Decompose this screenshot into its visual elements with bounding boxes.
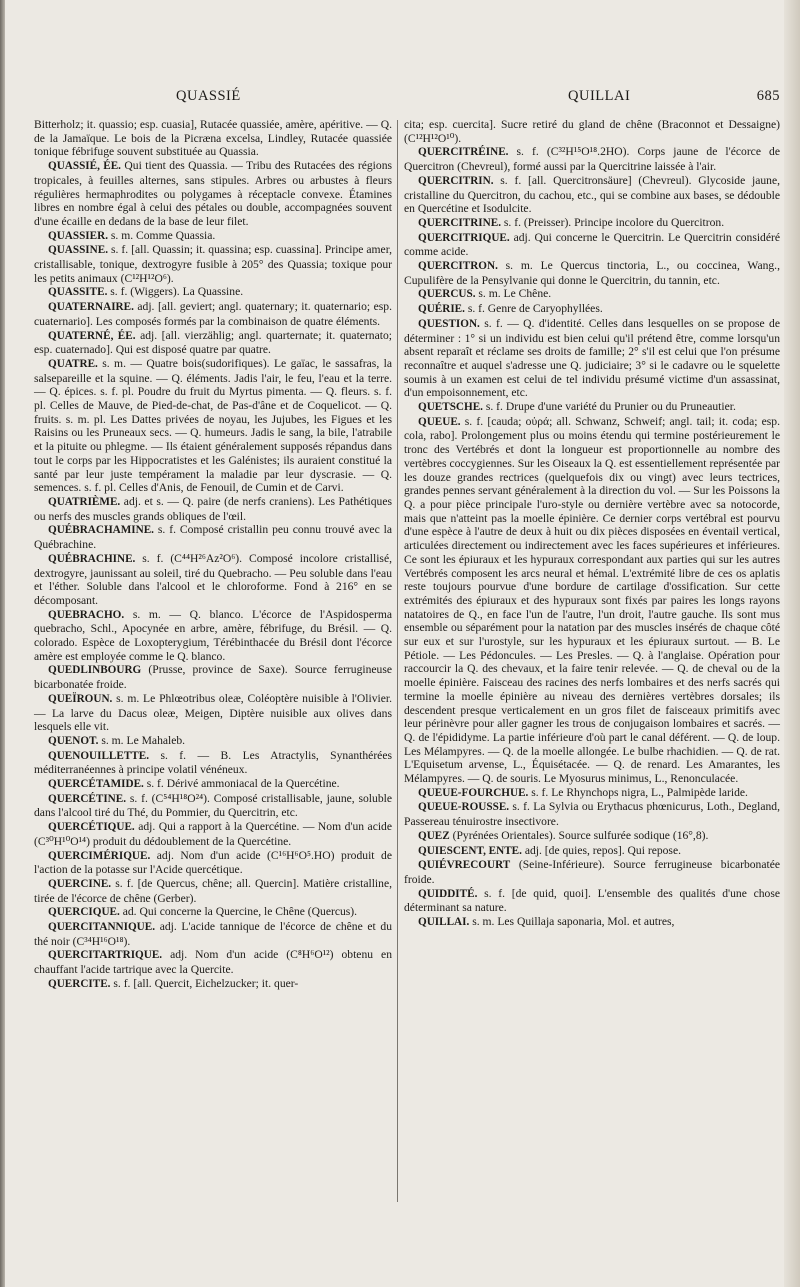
entry-headword: QUASSIER.	[48, 229, 108, 242]
entry-text: (Pyrénées Orientales). Source sulfurée sodique (16°,8).	[452, 828, 709, 842]
page-binding-edge	[0, 0, 5, 1287]
dictionary-entry	[404, 829, 780, 844]
entry-headword: QUERCÉTIQUE.	[48, 821, 135, 834]
dictionary-entry	[404, 887, 780, 915]
dictionary-entry	[34, 977, 392, 992]
header-right-word: QUILLAI	[568, 88, 631, 104]
header-left-word: QUASSIÉ	[176, 88, 241, 104]
left-column	[34, 118, 392, 992]
entry-text: s. m. — Quatre bois(sudorifiques). Le gaïac, le sassafras, la salsepareille et la squine. — Q. éléments. Jadis l'air, le feu, l'eau et la terre. — Q. épices. s. f. pl. Poudre du fruit du Myrtus pimenta. — Q. fleurs. s. f. pl. Celles de Mauve, de Pied-de-chat, de Pas-d'âne et de Coquelicot. — Q. fruits. s. m. pl. Les Dattes privées de noyau, les Jujubes, les Figues et les Raisins ou les Pruneaux secs. — Q. humeurs. Jadis le sang, la bile, l'atrabile et la pituite ou phlegme. — Ils étaient généralement supposés répandus dans tout le corps par les Hippocratistes et les Galénistes; ils auraient constitué la santé par leur juste tempérament la maladie par leur dyscrasie. — Q. semences. s. f. pl. Celles d'Anis, de Fenouil, de Cumin et de Carvi.	[34, 356, 392, 495]
dictionary-entry	[34, 300, 392, 328]
entry-text: Bitterholz; it. quassio; esp. cuasia], Rutacée quassiée, amère, apéritive. — Q. de la Jamaïque. Le bois de la Picræna excelsa, Lindley, Rutacée quassiée tonique fébrifuge souvent substituée au Quassia.	[34, 118, 392, 159]
entry-text: s. f. Genre de Caryophyllées.	[467, 302, 603, 316]
dictionary-entry	[404, 231, 780, 259]
entry-headword: QUENOUILLETTE.	[48, 749, 150, 762]
column-divider	[397, 120, 398, 1202]
entry-text: adj. L'acide tannique de l'écorce de chêne et du thé noir (C³⁴H¹⁶O¹⁸).	[34, 920, 392, 948]
entry-headword: QUERCITRIN.	[418, 174, 494, 187]
entry-headword: QUERCITRINE.	[418, 216, 501, 229]
entry-text: adj. Nom d'un acide (C⁸H⁶O¹²) obtenu en chauffant l'acide tartrique avec la Quercite.	[34, 948, 392, 977]
dictionary-entry	[34, 243, 392, 285]
entry-text: cita; esp. cuercita]. Sucre retiré du gland de chêne (Braconnot et Dessaigne) (C¹²H¹²O¹⁰).	[404, 118, 780, 145]
dictionary-entry	[404, 415, 780, 786]
right-column	[404, 118, 780, 930]
dictionary-entry	[34, 905, 392, 920]
dictionary-entry	[34, 523, 392, 551]
entry-text: s. f. (C⁵⁴H¹⁸O²⁴). Composé cristallisable, jaune, soluble dans l'alcool tiré du Thé, du Pommier, du Quercitrin, etc.	[34, 791, 392, 820]
entry-headword: QUÉBRACHINE.	[48, 552, 136, 565]
entry-headword: QUIESCENT, ENTE.	[418, 844, 522, 857]
entry-text: s. f. (Wiggers). La Quassine.	[110, 285, 244, 299]
entry-text: (Prusse, province de Saxe). Source ferrugineuse bicarbonatée froide.	[34, 663, 392, 692]
entry-headword: QUERCÉTINE.	[48, 792, 127, 805]
dictionary-entry	[34, 792, 392, 820]
entry-text: s. f. [all. Quercit, Eichelzucker; it. quer-	[113, 976, 299, 990]
entry-headword: QUERCÉTAMIDE.	[48, 778, 144, 791]
dictionary-entry	[34, 118, 392, 159]
entry-headword: QUATERNAIRE.	[48, 301, 134, 314]
entry-headword: QUEZ	[418, 829, 450, 842]
entry-text: s. m. Le Phlœotribus oleæ, Coléoptère nuisible à l'Olivier. — La larve du Dacus oleæ, Meigen, Diptère nuisible aux olives dans lesquels elle vit.	[34, 691, 392, 734]
entry-text: adj. [all. geviert; angl. quaternary; it. quaternario; esp. cuaternario]. Les composés formés par la combinaison de quatre éléments.	[34, 300, 392, 328]
dictionary-entry	[34, 159, 392, 229]
dictionary-entry	[34, 849, 392, 877]
dictionary-entry	[404, 858, 780, 886]
entry-headword: QUÉBRACHAMINE.	[48, 524, 154, 537]
dictionary-entry	[404, 287, 780, 302]
entry-text: adj. Qui concerne le Quercitrin. Le Quercitrin considéré comme acide.	[404, 230, 780, 259]
dictionary-entry	[34, 495, 392, 523]
dictionary-entry	[404, 800, 780, 828]
entry-headword: QUERCUS.	[418, 288, 476, 301]
dictionary-entry	[404, 915, 780, 930]
entry-headword: QUASSITE.	[48, 286, 108, 299]
entry-text: s. f. — Q. d'identité. Celles dans lesquelles on se propose de déterminer : 1° si un individu est bien celui qu'il prétend être, comme lorsqu'un absent reparaît et réclame ses droits de famille; 2° s'il est celui que l'on présume reconnaître et auquel s'adresse une Q. judiciaire; 3° si le cadavre ou le squelette soumis à un examen est celui de tel individu présumé victime d'un assassinat, d'un empoisonnement, etc.	[404, 316, 780, 400]
dictionary-entry	[34, 820, 392, 848]
entry-headword: QUIDDITÉ.	[418, 887, 478, 900]
dictionary-entry	[404, 216, 780, 231]
dictionary-entry	[34, 877, 392, 905]
dictionary-entry	[404, 844, 780, 859]
dictionary-entry	[404, 786, 780, 801]
dictionary-entry	[34, 608, 392, 664]
entry-headword: QUERCITANNIQUE.	[48, 921, 156, 934]
entry-text: s. f. [de Quercus, chêne; all. Quercin]. Matière cristalline, tirée de l'écorce de chêne (Gerber).	[34, 876, 392, 905]
entry-headword: QUERCITRIQUE.	[418, 231, 510, 244]
entry-text: adj. [all. vierzählig; angl. quarternate; it. quaternato; esp. cuaternado]. Qui est disposé quatre par quatre.	[34, 328, 392, 357]
dictionary-entry	[34, 749, 392, 777]
entry-headword: QUERCINE.	[48, 877, 112, 890]
entry-text: s. f. [all. Quassin; it. quassina; esp. cuassina]. Principe amer, cristallisable, tonique, dextrogyre fusible à 205° des Quassia; toxique pour les petits animaux (C¹²H¹²O⁶).	[34, 243, 392, 285]
entry-text: s. m. Les Quillaja saponaria, Mol. et autres,	[472, 915, 675, 929]
entry-headword: QUATERNÉ, ÉE.	[48, 329, 136, 342]
entry-text: adj. Qui a rapport à la Quercétine. — Nom d'un acide (C³⁰H¹⁰O¹⁴) produit du dédoublement de la Quercétine.	[34, 820, 393, 848]
running-header	[36, 88, 780, 110]
entry-text: Qui tient des Quassia. — Tribu des Rutacées des régions tropicales, à feuilles alternes, sans stipules. Arbres ou arbustes à fleurs régulières hermaphrodites ou polygames à réceptacle convexe. Étamines libres en nombre égal à celui des pétales ou double, accompagnées souvent d'une écaille en dedans de la base de leur filet.	[34, 159, 393, 228]
dictionary-entry	[404, 317, 780, 400]
entry-headword: QUERCITARTRIQUE.	[48, 949, 163, 962]
entry-text: s. f. — B. Les Atractylis, Synanthérées méditerranéennes à principe volatil vénéneux.	[34, 748, 392, 777]
dictionary-entry	[34, 734, 392, 749]
entry-text: s. m. Le Mahaleb.	[101, 733, 186, 747]
entry-headword: QUETSCHE.	[418, 401, 483, 414]
entry-headword: QUEUE-ROUSSE.	[418, 801, 510, 814]
dictionary-entry	[404, 259, 780, 287]
entry-text: s. f. Le Rhynchops nigra, L., Palmipède laride.	[531, 785, 748, 799]
entry-text: s. f. [cauda; οὐρά; all. Schwanz, Schweif; angl. tail; it. coda; esp. cola, rabo]. Prolongement plus ou moins étendu qui termine postérieurement le tronc des Vertébrés et dont la longueur est proportionnelle au nombre des vertèbres coccygiennes. Sur les Oiseaux la Q. est essentiellement représentée par les douze grandes rectrices (quelquefois dix ou vingt) avec leurs tectrices, grandes pennes servant généralement à la direction du vol. — Sur les Poissons la Q. a pour pièce principale l'uro-style ou dernière vertèbre avec sa notocorde, mais que n'atteint pas la moelle épinière. Ce dernier corps vertébral est pourvu d'une espèce à l'autre de deux à huit ou dix pièces disposées en éventail vertical, articulées directement ou indirectement avec les faces supérieures et inférieures. Ce sont les épiuraux et les hypuraux correspondant aux parties qui sur les autres Vertébrés composent les arcs neural et hémal. L'extrémité libre de ces os aplatis reste toujours pourvue d'une bordure de cartilage d'ossification. Sur cette extrémités des épiuraux et des hypuraux sont fixés par paires les longs rayons natatoires de Q., en face l'un de l'autre, l'un droit, l'autre gauche. Ils sont mus ensemble ou séparément pour la natation par des muscles insérés de chaque côté sur eux et sur l'urostyle, sur les hypuraux et les épiuraux surtout. — B. Le Pétiole. — Les Pédoncules. — Les Presles. — Q. à l'anglaise. Opération pour raccourcir la Q. des chevaux, et la faire tenir relevée. — Q. de cheval ou de la moelle épinière. Faisceau des racines des nerfs lombaires et des nerfs sacrés qui termine la moelle épinière au niveau des dernières vertèbres dorsales; ils descendent presque verticalement en un gros filet de faisceaux primitifs avec leur périnèvre pour aller gagner les trous de conjugaison lombaires et sacrés. — Q. de l'épididyme. La partie inférieure d'où part le canal déférent. — Q. de loup. Les Mélampyres. — Q. de la moelle allongée. Le bulbe rhachidien. — Q. de rat. L'Equisetum arvense, L., Équisétacée. — Q. de renard. Les Amarantes, les Mélampyres. — Q. de souris. Le Myosurus minimus, L., Renonculacée.	[404, 414, 780, 786]
dictionary-entry	[34, 663, 392, 691]
entry-headword: QUERCIQUE.	[48, 906, 120, 919]
entry-headword: QUASSINE.	[48, 244, 108, 257]
dictionary-entry	[34, 329, 392, 357]
entry-headword: QUATRIÈME.	[48, 495, 121, 508]
entry-text: s. f. [all. Quercitronsäure] (Chevreul). Glycoside jaune, cristalline du Quercitron, du cachou, etc., qui se combine aux bases, se dédouble en Quercétine et Isodulcite.	[404, 173, 780, 216]
entry-text: s. f. Dérivé ammoniacal de la Quercétine.	[146, 777, 340, 791]
entry-text: s. m. — Q. blanco. L'écorce de l'Aspidosperma quebracho, Schl., Apocynée en arbre, amère, fébrifuge, du Brésil. — Q. colorado. Espèce de Loxopterygium, Térébinthacée du Brésil dont l'écorce amère est employée comme le Q. blanco.	[34, 607, 392, 663]
entry-text: (Seine-Inférieure). Source ferrugineuse bicarbonatée froide.	[404, 858, 780, 886]
entry-text: adj. [de quies, repos]. Qui repose.	[524, 843, 681, 857]
entry-text: s. f. (C³²H¹⁵O¹⁸.2HO). Corps jaune de l'écorce de Quercitron (Chevreul), formé aussi par la Quercitrine laissée à l'air.	[404, 145, 780, 174]
entry-headword: QUESTION.	[418, 317, 480, 330]
entry-text: ad. Qui concerne la Quercine, le Chêne (Quercus).	[122, 905, 358, 919]
dictionary-entry	[34, 777, 392, 792]
dictionary-entry	[404, 174, 780, 216]
entry-text: s. f. (C⁴⁴H²⁶Az²O⁶). Composé incolore cristallisé, dextrogyre, jaunissant au soleil, tiré du Quebracho. — Peu soluble dans l'eau et l'éther. Soluble dans l'alcool et le chloroforme. Fond à 216° en se décomposant.	[34, 551, 392, 607]
dictionary-entry	[34, 357, 392, 495]
dictionary-entry	[34, 948, 392, 976]
entry-text: s. m. Le Chêne.	[478, 287, 552, 301]
entry-headword: QUENOT.	[48, 734, 99, 747]
dictionary-entry	[34, 552, 392, 608]
entry-text: adj. Nom d'un acide (C¹⁶H⁶O⁵.HO) produit de l'action de la potasse sur l'Acide quercétique.	[34, 848, 392, 877]
entry-text: s. f. La Sylvia ou Erythacus phœnicurus, Loth., Degland, Passereau ténuirostre insectivore.	[404, 800, 780, 829]
entry-headword: QUATRE.	[48, 357, 98, 370]
entry-headword: QUERCITRÉINE.	[418, 146, 509, 159]
entry-headword: QUERCIMÉRIQUE.	[48, 849, 151, 862]
entry-headword: QUILLAI.	[418, 916, 470, 929]
entry-text: s. f. [de quid, quoi]. L'ensemble des qualités d'une chose déterminant sa nature.	[404, 886, 780, 915]
entry-headword: QUASSIÉ, ÉE.	[48, 160, 121, 173]
entry-headword: QUERCITE.	[48, 977, 111, 990]
entry-headword: QUERCITRON.	[418, 260, 498, 273]
entry-headword: QUEDLINBOURG	[48, 664, 142, 677]
entry-headword: QUIÉVRECOURT	[418, 859, 511, 872]
entry-headword: QUEUE.	[418, 415, 461, 428]
entry-text: s. m. Comme Quassia.	[110, 228, 216, 242]
entry-text: s. f. (Preisser). Principe incolore du Quercitron.	[503, 215, 725, 229]
dictionary-entry	[404, 118, 780, 145]
entry-headword: QUEÏROUN.	[48, 692, 113, 705]
dictionary-entry	[404, 145, 780, 173]
dictionary-entry	[34, 692, 392, 734]
dictionary-entry	[34, 229, 392, 244]
entry-text: adj. et s. — Q. paire (de nerfs craniens). Les Pathétiques ou nerfs des muscles grands obliques de l'œil.	[34, 494, 392, 523]
dictionary-entry	[404, 302, 780, 317]
entry-headword: QUÉRIE.	[418, 303, 465, 316]
entry-text: s. f. Drupe d'une variété du Prunier ou du Pruneautier.	[485, 400, 736, 414]
entry-text: s. m. Le Quercus tinctoria, L., ou coccinea, Wang., Cupulifère de la Pensylvanie qui donne le Quercitrin, du tannin, etc.	[404, 259, 780, 287]
entry-text: s. f. Composé cristallin peu connu trouvé avec la Québrachine.	[34, 523, 392, 552]
page-number: 685	[756, 88, 780, 104]
dictionary-entry	[34, 285, 392, 300]
dictionary-entry	[34, 920, 392, 948]
entry-headword: QUEUE-FOURCHUE.	[418, 786, 529, 799]
dictionary-entry	[404, 400, 780, 415]
page-right-edge	[784, 0, 800, 1287]
entry-headword: QUEBRACHO.	[48, 608, 125, 621]
